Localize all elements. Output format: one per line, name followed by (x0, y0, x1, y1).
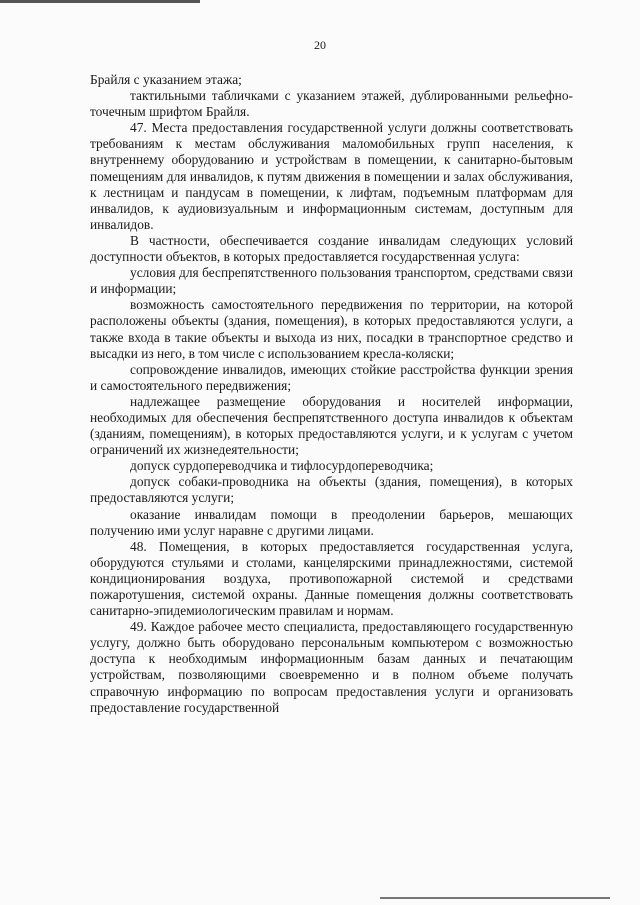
paragraph: 47. Места предоставления государственной услуги должны соответствовать требованиям к местам обслуживания маломобильных групп населения, к внутреннему оборудованию и устройствам в помещении, к санитарно-бытовым помещениям для инвалидов, к путям движения в помещении и залах обслуживания, к лестницам и пандусам в помещении, к лифтам, подъемным платформам для инвалидов, к аудиовизуальным и информационным системам, доступным для инвалидов. (90, 120, 573, 232)
body-text (90, 72, 573, 716)
paragraph: допуск сурдопереводчика и тифлосурдопереводчика; (130, 458, 434, 474)
paragraph: сопровождение инвалидов, имеющих стойкие расстройства функции зрения и самостоятельного передвижения; (90, 361, 573, 393)
paragraph: 48. Помещения, в которых предоставляется государственная услуга, оборудуются стульями и столами, канцелярскими принадлежностями, системой кондиционирования воздуха, противопожарной системой и средствами пожаротушения, системой охраны. Данные помещения должны соответствовать санитарно-эпидемиологическим правилам и нормам. (90, 538, 573, 619)
page-number: 20 (314, 38, 326, 52)
paragraph: 49. Каждое рабочее место специалиста, предоставляющего государственную услугу, должно быть оборудовано персональным компьютером с возможностью доступа к необходимым информационным базам данных и печатающим устройствам, позволяющими своевременно и в полном объеме получать справочную информацию по вопросам предоставления услуги и организовать предоставление государственной (90, 619, 573, 715)
paragraph: условия для беспрепятственного пользования транспортом, средствами связи и информации; (90, 265, 573, 297)
paragraph: В частности, обеспечивается создание инвалидам следующих условий доступности объектов, в которых предоставляется государственная услуга: (90, 232, 573, 265)
paragraph: допуск собаки-проводника на объекты (здания, помещения), в которых предоставляются услуги; (90, 474, 573, 506)
scan-top-border (0, 0, 200, 3)
paragraph: оказание инвалидам помощи в преодолении барьеров, мешающих получению ими услуг наравне с другими лицами. (90, 506, 573, 538)
paragraph: Брайля с указанием этажа; (90, 72, 242, 87)
paragraph: тактильными табличками с указанием этажей, дублированными рельефно-точечным шрифтом Брайля. (90, 88, 573, 120)
paragraph: возможность самостоятельного передвижения по территории, на которой расположены объекты (здания, помещения), в которых предоставляются услуги, а также входа в такие объекты и выхода из них, посадки в транспортное средство и высадки из него, в том числе с использованием кресла-коляски; (90, 297, 573, 361)
paragraph: надлежащее размещение оборудования и носителей информации, необходимых для обеспечения беспрепятственного доступа инвалидов к объектам (зданиям, помещениям), в которых предоставляются услуги, и к услугам с учетом ограничений их жизнедеятельности; (90, 393, 573, 458)
scan-bottom-border (380, 897, 610, 899)
